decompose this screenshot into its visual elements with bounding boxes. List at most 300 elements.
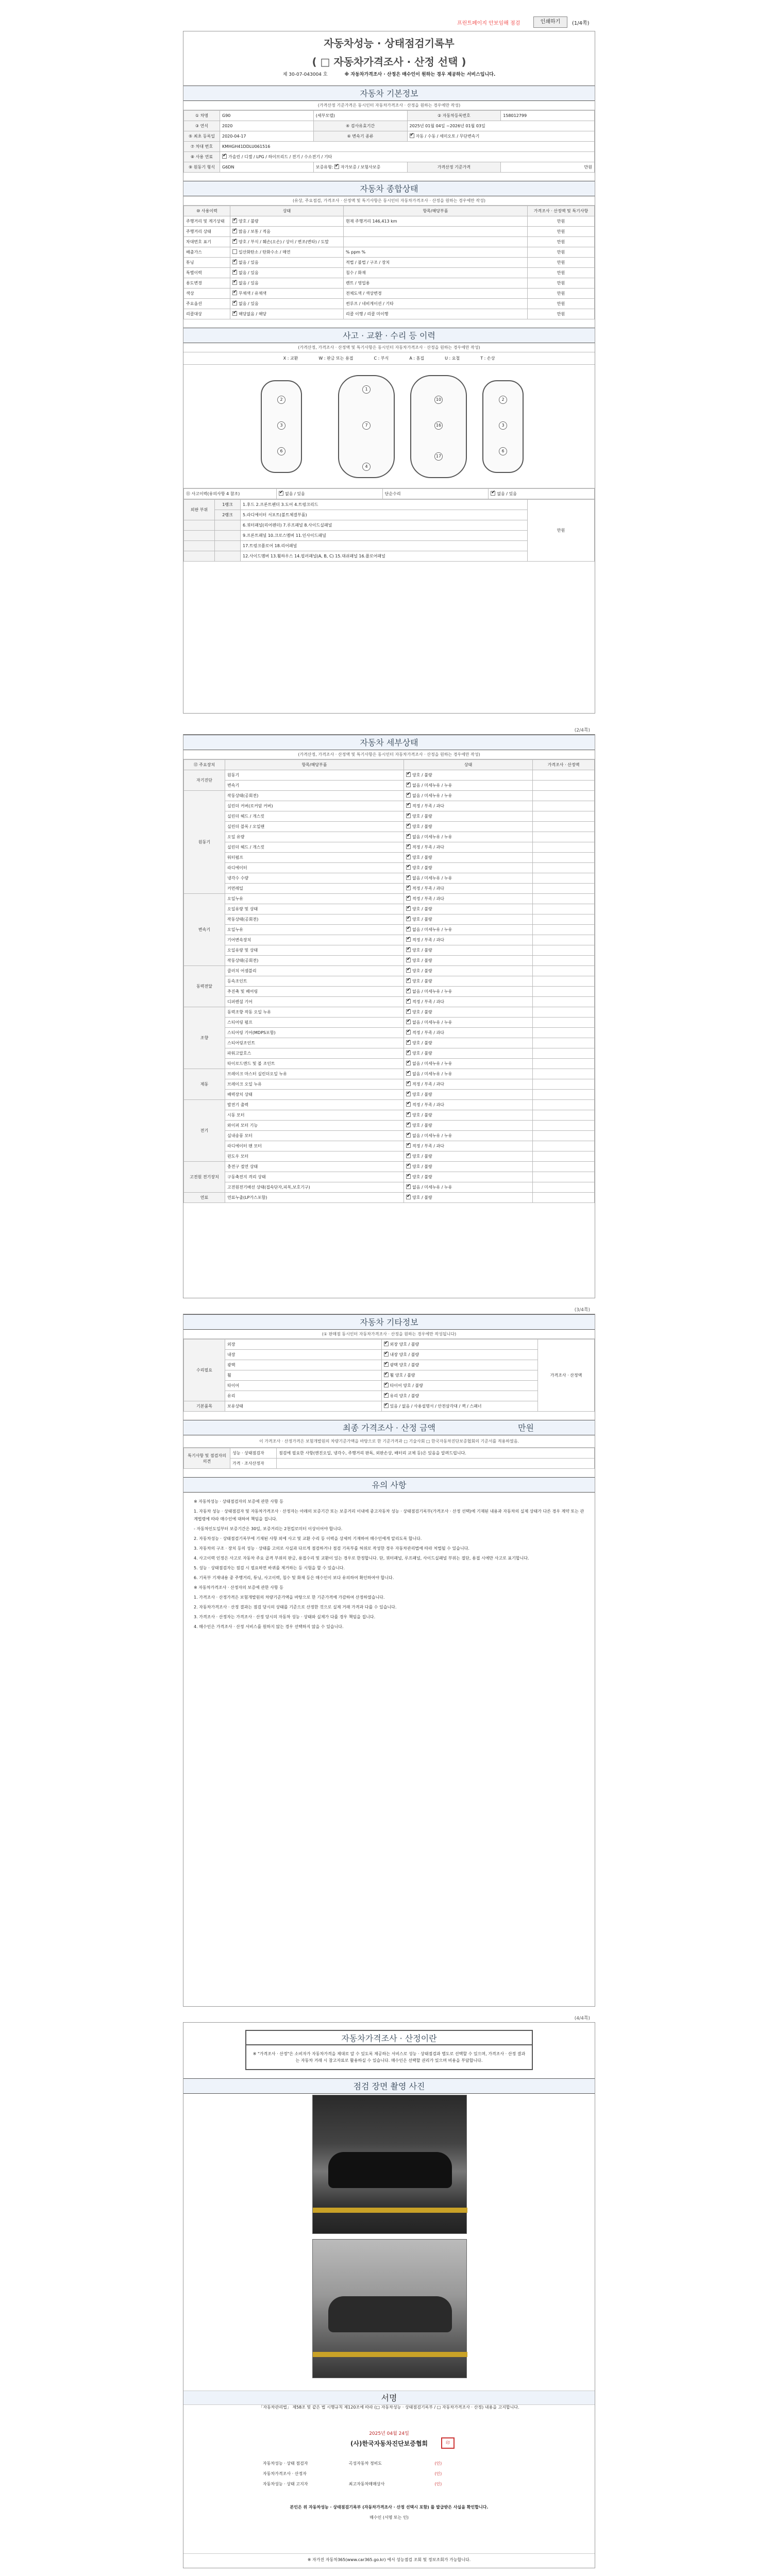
price-cell: [533, 1079, 595, 1090]
device-state: 양호 / 불량: [412, 773, 432, 777]
price-cell: [533, 770, 595, 781]
sign-receipt: 본인은 위 자동차성능 · 상태점검기록부 (자동차가격조사 · 산정 선택시 포함) 를 발급받은 사실을 확인합니다.: [290, 2505, 489, 2510]
table-row: 리콜대상 ✔ 해당없음 / 해당 리콜 이행 / 리콜 미이행 만원: [184, 309, 595, 319]
basic-info-note: (가격산정 기준가격은 동시인터 자동차가격조사 · 산정을 원하는 경우에만 작성): [183, 101, 595, 110]
table-cell: 2025년 01월 04일 ~2026년 01월 03일: [407, 121, 595, 131]
table-row: [184, 1018, 595, 1028]
table-row: 휠 ✔ 휠 양호 / 불량: [184, 1370, 595, 1381]
table-cell: (세부모델): [313, 111, 407, 121]
table-row: [184, 1182, 595, 1193]
device-state: 적정 / 부족 / 과다: [412, 1103, 444, 1107]
price-cell: [533, 1018, 595, 1028]
table-row: 타이어 ✔ 타이어 양호 / 불량: [184, 1381, 595, 1391]
checkbox[interactable]: [279, 491, 283, 496]
checkbox[interactable]: [406, 1040, 411, 1045]
table-row: 주행거리 상태 ✔ 많음 / 보통 / 적음 만원: [184, 227, 595, 237]
seal-stamp-icon: 印: [441, 2437, 455, 2449]
panel-marker-icon: 6: [499, 447, 507, 455]
device-state: 없음 / 미세누유 / 누유: [412, 783, 452, 788]
table-header: 상태: [230, 206, 344, 216]
checkbox[interactable]: [406, 978, 411, 983]
table-cell: 보증유형: ✔자가보증 / 보험사보증: [313, 162, 407, 173]
price-cell: [533, 1141, 595, 1151]
vin-value: KMHGH41DDLU061516: [220, 142, 595, 152]
checkbox[interactable]: [406, 968, 411, 973]
table-row: 자동차성능 · 상태 고지자 최고자동차매매상사 (인): [263, 2481, 442, 2486]
lift-shape: [313, 2352, 467, 2357]
price-cell: [533, 956, 595, 966]
table-row: [184, 976, 595, 987]
checkbox[interactable]: [384, 1352, 389, 1357]
checkbox[interactable]: [232, 249, 237, 254]
table-cell: ⑦ 차대 번호: [184, 142, 220, 152]
table-row: 광택 ✔ 광택 양호 / 불량: [184, 1360, 595, 1370]
table-cell: ③ 연식: [184, 121, 220, 131]
caution-line: 3. 자동차의 구조 · 장치 등의 성능 · 상태를 고의로 사실과 다르게 점검하거나 점검 기록부를 허위로 작성한 경우 자동차관리법에 따라 처벌될 수 있습니다.: [194, 1546, 469, 1551]
checkbox[interactable]: [406, 1081, 411, 1086]
table-row: [184, 142, 595, 152]
device-item-label: 브레이크 오일 누유: [225, 1079, 404, 1090]
table-header: 항목/해당부품: [344, 206, 528, 216]
footer-note: ※ 자가진 자동차365(www.car365.go.kr) 에서 성능점검 조회 및 정보조회가 가능합니다.: [183, 2553, 595, 2563]
device-item-label: 실린더 블록 / 오일팬: [225, 822, 404, 832]
device-state: 없음 / 미세누유 / 누유: [412, 1072, 452, 1076]
device-state: 없음 / 미세누유 / 누유: [412, 1185, 452, 1190]
checkbox[interactable]: [406, 1092, 411, 1096]
legend-item: X : 교환: [283, 356, 298, 361]
checkbox[interactable]: [406, 814, 411, 818]
table-row: [184, 131, 595, 142]
device-state: 양호 / 불량: [412, 855, 432, 860]
basic-info-title: 자동차 기본정보: [183, 86, 595, 101]
table-row: 기본품목 보유상태 ✔ 있음 / 없음 / 사용설명서 / 안전삼각대 / 잭 / 스패너: [184, 1401, 595, 1412]
checkbox[interactable]: [406, 865, 411, 870]
table-row: 내장 ✔ 내장 양호 / 불량: [184, 1350, 595, 1360]
table-row: 튜닝 ✔ 없음 / 있음 적법 / 불법 / 구조 / 장치 만원: [184, 258, 595, 268]
device-group-label: 자기진단: [184, 770, 225, 791]
table-row: 수리필요 외장 ✔ 외장 양호 / 불량 가격조사 · 산정액: [184, 1340, 595, 1350]
price-cell: [533, 914, 595, 925]
device-item-label: 디퍼렌셜 기어: [225, 997, 404, 1007]
table-row: [184, 884, 595, 894]
table-row: 17.트렁크플로어 18.리어패널: [184, 541, 595, 551]
table-cell: 가격산정 기준가격: [407, 162, 501, 173]
device-state: 없음 / 미세누유 / 누유: [412, 1133, 452, 1138]
checkbox[interactable]: [406, 1112, 411, 1117]
table-row: 12.사이드멤버 13.휠하우스 14.필러패널(A, B, C) 15.대쉬패널 16.플로어패널: [184, 551, 595, 562]
device-state: 양호 / 불량: [412, 1154, 432, 1159]
device-state: 양호 / 불량: [412, 917, 432, 922]
caution-list: [183, 1493, 595, 1638]
panel-marker-icon: 2: [277, 396, 285, 404]
page-3: [183, 1314, 595, 2007]
device-state: 적정 / 부족 / 과다: [412, 999, 444, 1004]
device-group-label: 원동기: [184, 791, 225, 894]
checkbox[interactable]: [406, 834, 411, 839]
panel-marker-icon: 6: [277, 447, 285, 455]
checkbox[interactable]: [232, 229, 237, 233]
panel-marker-icon: 17: [434, 452, 443, 461]
table-row: [184, 873, 595, 884]
legend-item: T : 손상: [480, 356, 495, 361]
device-item-label: 클러치 어셈블리: [225, 966, 404, 976]
sign-title: 서명: [183, 2391, 595, 2405]
table-row: [184, 162, 595, 173]
device-state: 적정 / 부족 / 과다: [412, 845, 444, 850]
table-row: [184, 1100, 595, 1110]
price-cell: [533, 1162, 595, 1172]
accident-table: [183, 488, 595, 499]
page-1: [183, 31, 595, 714]
sign-date: 2025년 04월 24일: [369, 2431, 409, 2436]
legend-item: C : 부식: [374, 356, 389, 361]
panel-marker-icon: 1: [362, 385, 371, 394]
checkbox[interactable]: [232, 280, 237, 285]
device-item-label: 기어변속장치: [225, 935, 404, 945]
table-row: [184, 1172, 595, 1182]
legend-item: W : 판금 또는 용접: [318, 356, 354, 361]
sign-org: (사)한국자동차진단보증협회: [350, 2440, 428, 2447]
device-item-label: 파워고압호스: [225, 1048, 404, 1059]
table-row: 자동차성능 · 상태 점검자 곡성자동차 정비도 (인): [263, 2461, 442, 2466]
panel-table: [183, 499, 595, 562]
table-row: 2랭크 5.라디에이터 서포트(볼트체결부품): [184, 510, 595, 520]
table-row: 용도변경 ✔ 없음 / 있음 렌트 / 영업용 만원: [184, 278, 595, 289]
price-cell: [533, 811, 595, 822]
checkbox[interactable]: [406, 1154, 411, 1158]
checkbox[interactable]: [232, 301, 237, 306]
checkbox[interactable]: [406, 1123, 411, 1127]
accident-title: 사고 · 교환 · 수리 등 이력: [183, 328, 595, 343]
caution-line: 3. 가격조사 · 산정자는 가격조사 · 산정 당시의 자동차 성능 · 상태와 실제가 다를 경우 책임을 집니다.: [194, 1615, 376, 1619]
panel-marker-icon: 7: [362, 421, 371, 430]
price-cell: [533, 832, 595, 842]
checkbox[interactable]: [406, 855, 411, 859]
device-state: 없음 / 미세누유 / 누유: [412, 1020, 452, 1025]
device-item-label: 충전구 절연 상태: [225, 1162, 404, 1172]
buyer-signature: 매수인 (서명 또는 인): [369, 2515, 409, 2520]
price-cell: [533, 997, 595, 1007]
price-cell: [533, 822, 595, 832]
checkbox[interactable]: [491, 491, 495, 496]
table-cell: G90: [220, 111, 314, 121]
table-cell: G6DN: [220, 162, 314, 173]
caution-line: 6. 기록부 기재내용 중 주행거리, 튜닝, 사고이력, 침수 및 화재 등은 매수인이 보다 유의하여 확인하여야 합니다.: [194, 1575, 394, 1580]
overall-table: [183, 206, 595, 319]
table-row: [184, 1151, 595, 1162]
table-cell: [407, 131, 595, 142]
device-item-label: 작동상태(공회전): [225, 914, 404, 925]
device-state: 양호 / 불량: [412, 1123, 432, 1128]
price-cell: [533, 1069, 595, 1079]
inspection-photo-front: [312, 2095, 467, 2234]
device-item-label: 변속기: [225, 781, 404, 791]
price-cell: [533, 987, 595, 997]
table-row: [184, 152, 595, 162]
device-item-label: 고전원전기배선 상태(접속단자,피복,보호기구): [225, 1182, 404, 1193]
table-row: [184, 811, 595, 822]
table-header: 가격조사 · 산정액 및 특기사항: [528, 206, 595, 216]
table-row: [184, 842, 595, 853]
checkbox-auto[interactable]: [410, 133, 414, 138]
device-group-label: 고전원 전기장치: [184, 1162, 225, 1193]
panel-marker-icon: 2: [499, 396, 507, 404]
device-item-label: 실린더 커버(로커암 커버): [225, 801, 404, 811]
page-number: (4/4쪽): [574, 2016, 590, 2021]
checkbox[interactable]: [232, 239, 237, 244]
checkbox[interactable]: [384, 1393, 389, 1398]
price-cell: [533, 1100, 595, 1110]
checkbox[interactable]: [406, 1071, 411, 1076]
checkbox[interactable]: [232, 260, 237, 264]
price-cell: [533, 1110, 595, 1121]
checkbox[interactable]: [406, 1143, 411, 1148]
device-item-label: 오일유량 및 상태: [225, 904, 404, 914]
caution-line: - 자동차인도일부터 보증기간은 30일, 보증거리는 2천킬로미터 이상이어야 합니다.: [194, 1527, 343, 1531]
price-cell: [533, 1048, 595, 1059]
checkbox[interactable]: [406, 1030, 411, 1035]
caution-line: 4. 사고이력 인정은 사고로 자동차 주요 골격 부위의 판금, 용접수리 및 교환이 있는 경우로 한정합니다. 단, 쿼터패널, 루프패널, 사이드실패널 부위는 절단, 용접 시에만 사고로 표기합니다.: [194, 1556, 529, 1561]
price-cell: [533, 1007, 595, 1018]
checkbox[interactable]: [406, 917, 411, 921]
panel-marker-icon: 4: [362, 463, 371, 471]
doc-sub-note: ※ 자동차가격조사 · 산정은 매수인이 원하는 경우 제공하는 서비스입니다.: [344, 72, 496, 77]
checkbox[interactable]: [406, 906, 411, 911]
checkbox[interactable]: [406, 1050, 411, 1055]
final-price-title: 최종 가격조사 · 산정 금액 만원: [183, 1420, 595, 1435]
device-item-label: 윈도우 모터: [225, 1151, 404, 1162]
table-row: [184, 1193, 595, 1203]
checkbox[interactable]: [232, 270, 237, 275]
caution-title: 유의 사항: [183, 1477, 595, 1493]
device-item-label: 작동상태(공회전): [225, 956, 404, 966]
device-state: 적정 / 부족 / 과다: [412, 804, 444, 808]
panel-marker-icon: 16: [434, 421, 443, 430]
sign-law: 「자동차관리법」 제58조 및 같은 법 시행규칙 제120조에 따라 (□ 자동차성능 · 상태점검기록부 / □ 자동차가격조사 · 산정) 내용을 고지합니다.: [259, 2405, 519, 2410]
table-row: [184, 1090, 595, 1100]
doc-subline: [183, 71, 595, 77]
fuel-options: 가솔린 / 디젤 / LPG / 하이브리드 / 전기 / 수소전기 / 기타: [228, 155, 332, 159]
table-row: [184, 925, 595, 935]
table-cell: ⑨ 원동기 형식: [184, 162, 220, 173]
device-state: 없음 / 미세누유 / 누유: [412, 927, 452, 932]
checkbox[interactable]: [406, 1195, 411, 1199]
price-cell: [533, 1172, 595, 1182]
doc-no-label: 제: [282, 72, 288, 77]
device-state: 없음 / 미세누유 / 누유: [412, 1061, 452, 1066]
table-row: 배출가스 일산화탄소 / 탄화수소 / 매연 % ppm % 만원: [184, 247, 595, 258]
checkbox[interactable]: [232, 291, 237, 295]
checkbox[interactable]: [406, 989, 411, 993]
device-group-label: 연료: [184, 1193, 225, 1203]
caution-line: 1. 가격조사 · 산정가격은 보험개발원의 차량기준가액을 바탕으로 한 기준가격에 가감하여 산정하였습니다.: [194, 1595, 385, 1600]
other-note: (① 판매점 동시인터 자동차가격조사 · 산정을 원하는 경우에만 작성됩니다): [183, 1330, 595, 1339]
device-item-label: 오일유량 및 상태: [225, 945, 404, 956]
checkbox[interactable]: [384, 1403, 389, 1408]
caution-line: 2. 자동차가격조사 · 산정 결과는 점검 당시의 상태를 기준으로 산정한 것으로 실제 거래 가격과 다를 수 있습니다.: [194, 1605, 397, 1609]
checkbox[interactable]: [406, 824, 411, 828]
overall-title: 자동차 종합상태: [183, 181, 595, 196]
checkbox[interactable]: [384, 1342, 389, 1346]
table-row: [184, 997, 595, 1007]
device-item-label: 구동축전지 격리 상태: [225, 1172, 404, 1182]
checkbox[interactable]: [406, 1020, 411, 1024]
page-2: [183, 734, 595, 1298]
checkbox[interactable]: [406, 1184, 411, 1189]
table-row: [184, 956, 595, 966]
checkbox[interactable]: [406, 783, 411, 787]
checkbox[interactable]: [406, 937, 411, 942]
device-item-label: 스티어링 기어(MDPS포함): [225, 1028, 404, 1038]
device-state: 양호 / 불량: [412, 1175, 432, 1179]
table-row: [184, 863, 595, 873]
price-cell: [533, 894, 595, 904]
device-state: 양호 / 불량: [412, 958, 432, 963]
table-header-row: ⑫ 주요장치 항목/해당부품 상태 가격조사 · 산정액: [184, 760, 595, 770]
checkbox[interactable]: [232, 218, 237, 223]
checkbox-insurance[interactable]: [334, 164, 339, 169]
device-item-label: 시동 모터: [225, 1110, 404, 1121]
device-item-label: 연료누출(LP가스포함): [225, 1193, 404, 1203]
checkbox[interactable]: [406, 999, 411, 1004]
accident-note: (가격산정, 가격조사 · 산정액 및 특기사항은 동시인터 자동차가격조사 · 산정을 원하는 경우에만 작성): [183, 343, 595, 352]
device-item-label: 와이퍼 모터 기능: [225, 1121, 404, 1131]
table-row: [184, 894, 595, 904]
checkbox[interactable]: [384, 1362, 389, 1367]
checkbox[interactable]: [406, 793, 411, 798]
table-row: [184, 832, 595, 842]
table-row: 가격 · 조사산정자: [184, 1459, 595, 1469]
table-cell: 158012799: [501, 111, 595, 121]
device-group-label: 변속기: [184, 894, 225, 966]
table-row: [184, 822, 595, 832]
checkbox[interactable]: [406, 896, 411, 901]
panel-marker-icon: 10: [434, 396, 443, 404]
table-header: ⑩ 사용이력: [184, 206, 230, 216]
price-cell: [533, 1121, 595, 1131]
device-state: 양호 / 불량: [412, 1051, 432, 1056]
checkbox[interactable]: [406, 844, 411, 849]
price-cell: [533, 781, 595, 791]
device-state: 적정 / 부족 / 과다: [412, 1030, 444, 1035]
checkbox[interactable]: [406, 958, 411, 962]
checkbox[interactable]: [232, 311, 237, 316]
checkbox[interactable]: [406, 1009, 411, 1014]
table-row: [184, 935, 595, 945]
device-item-label: 냉각수 수량: [225, 873, 404, 884]
checkbox[interactable]: [406, 803, 411, 808]
doc-no: 30-07-043004: [289, 72, 322, 77]
device-state: 적정 / 부족 / 과다: [412, 938, 444, 942]
page-number: (3/4쪽): [574, 1308, 590, 1313]
device-state: 없음 / 미세누유 / 누유: [412, 989, 452, 994]
print-button[interactable]: 인쇄하기: [533, 16, 567, 28]
car-damage-diagram: [183, 365, 595, 488]
page-4: [183, 2022, 595, 2568]
final-note: 이 가격조사 · 산정가격은 보험개발원의 차량기준가액을 바탕으로 한 기준가격과 □ 기술사회 □ 한국자동차진단보증협회의 기준서를 적용하였음.: [183, 1435, 595, 1448]
price-cell: [533, 1038, 595, 1048]
price-cell: [533, 853, 595, 863]
other-table: [183, 1339, 595, 1412]
table-row: 차대번호 표기 ✔ 양호 / 부식 / 훼손(오손) / 상이 / 변조(변타) / 도말 만원: [184, 237, 595, 247]
checkbox[interactable]: [384, 1372, 389, 1377]
table-header-row: [184, 206, 595, 216]
price-cell: [533, 1028, 595, 1038]
checkbox[interactable]: [406, 947, 411, 952]
lift-shape: [313, 2208, 467, 2213]
price-cell: [533, 1131, 595, 1141]
checkbox[interactable]: [406, 1133, 411, 1138]
device-item-label: 워터펌프: [225, 853, 404, 863]
table-row: [184, 1131, 595, 1141]
table-cell: ④ 검사유효기간: [313, 121, 407, 131]
table-row: 특기사항 및 점검자의 의견 성능 · 상태점검자 점검에 필요한 사항(엔진오일, 냉각수, 주행거리 판독, 외판손상, 배터리 교체 등)은 있음을 알려드립니다.: [184, 1448, 595, 1459]
legend-item: A : 흠집: [409, 356, 425, 361]
checkbox[interactable]: [406, 1164, 411, 1168]
table-cell: ⑧ 사용 연료: [184, 152, 220, 162]
price-cell: [533, 1151, 595, 1162]
device-state: 없음 / 미세누유 / 누유: [412, 793, 452, 798]
checkbox[interactable]: [406, 772, 411, 777]
table-cell: 2020-04-17: [220, 131, 314, 142]
overall-note: (유상, 주요점검, 가격조사 · 산정액 및 특기사항은 동시인터 자동차가격조사 · 산정을 원하는 경우에만 작성): [183, 196, 595, 206]
price-cell: [533, 925, 595, 935]
final-table: [183, 1448, 595, 1469]
device-state: 양호 / 불량: [412, 1010, 432, 1014]
device-item-label: 라디에이터 팬 모터: [225, 1141, 404, 1151]
table-row: 9.프론트패널 10.크로스멤버 11.인사이드패널: [184, 531, 595, 541]
checkbox[interactable]: [406, 886, 411, 890]
table-row: [184, 1162, 595, 1172]
device-state: 적정 / 부족 / 과다: [412, 1082, 444, 1087]
checkbox[interactable]: [384, 1383, 389, 1387]
price-cell: [533, 1182, 595, 1193]
table-row: [184, 853, 595, 863]
table-row: [184, 791, 595, 801]
table-row: [184, 801, 595, 811]
device-state: 양호 / 불량: [412, 1164, 432, 1169]
checkbox[interactable]: [406, 1102, 411, 1107]
photo-title: 점검 장면 촬영 사진: [183, 2078, 595, 2094]
doc-title-line1: 자동차성능 · 상태점검기록부: [324, 37, 455, 49]
checkbox[interactable]: [406, 1174, 411, 1179]
table-row: [184, 1048, 595, 1059]
price-cell: [533, 1193, 595, 1203]
table-row: [184, 914, 595, 925]
table-row: [184, 904, 595, 914]
device-state: 적정 / 부족 / 과다: [412, 896, 444, 901]
table-row: [184, 945, 595, 956]
checkbox[interactable]: [406, 875, 411, 880]
checkbox-gasoline[interactable]: [222, 154, 227, 159]
detail-table: [183, 759, 595, 1203]
table-row: [184, 1079, 595, 1090]
table-row: 유리 ✔ 유리 양호 / 불량: [184, 1391, 595, 1401]
checkbox[interactable]: [406, 927, 411, 931]
price-cell: [533, 801, 595, 811]
device-state: 양호 / 불량: [412, 866, 432, 870]
price-cell: [533, 1090, 595, 1100]
caution-line: 5. 성능 · 상태점검자는 점검 시 필요하면 바퀴를 제거하는 등 시험을 할 수 있습니다.: [194, 1566, 345, 1570]
checkbox[interactable]: [406, 1061, 411, 1065]
price-cell: [533, 1059, 595, 1069]
table-row: [184, 987, 595, 997]
panel-marker-icon: 3: [499, 421, 507, 430]
table-cell: [220, 152, 595, 162]
table-row: 외판 부위 1랭크 1.후드 2.프론트펜더 3.도어 4.트렁크리드 만원: [184, 500, 595, 510]
caution-line: 2. 자동차성능 · 상태점검기록부에 기재된 사항 외에 사고 및 교환 수리 등 이력을 상세히 기재하여 매수인에게 알리도록 합니다.: [194, 1536, 422, 1541]
panel-marker-icon: 3: [277, 421, 285, 430]
